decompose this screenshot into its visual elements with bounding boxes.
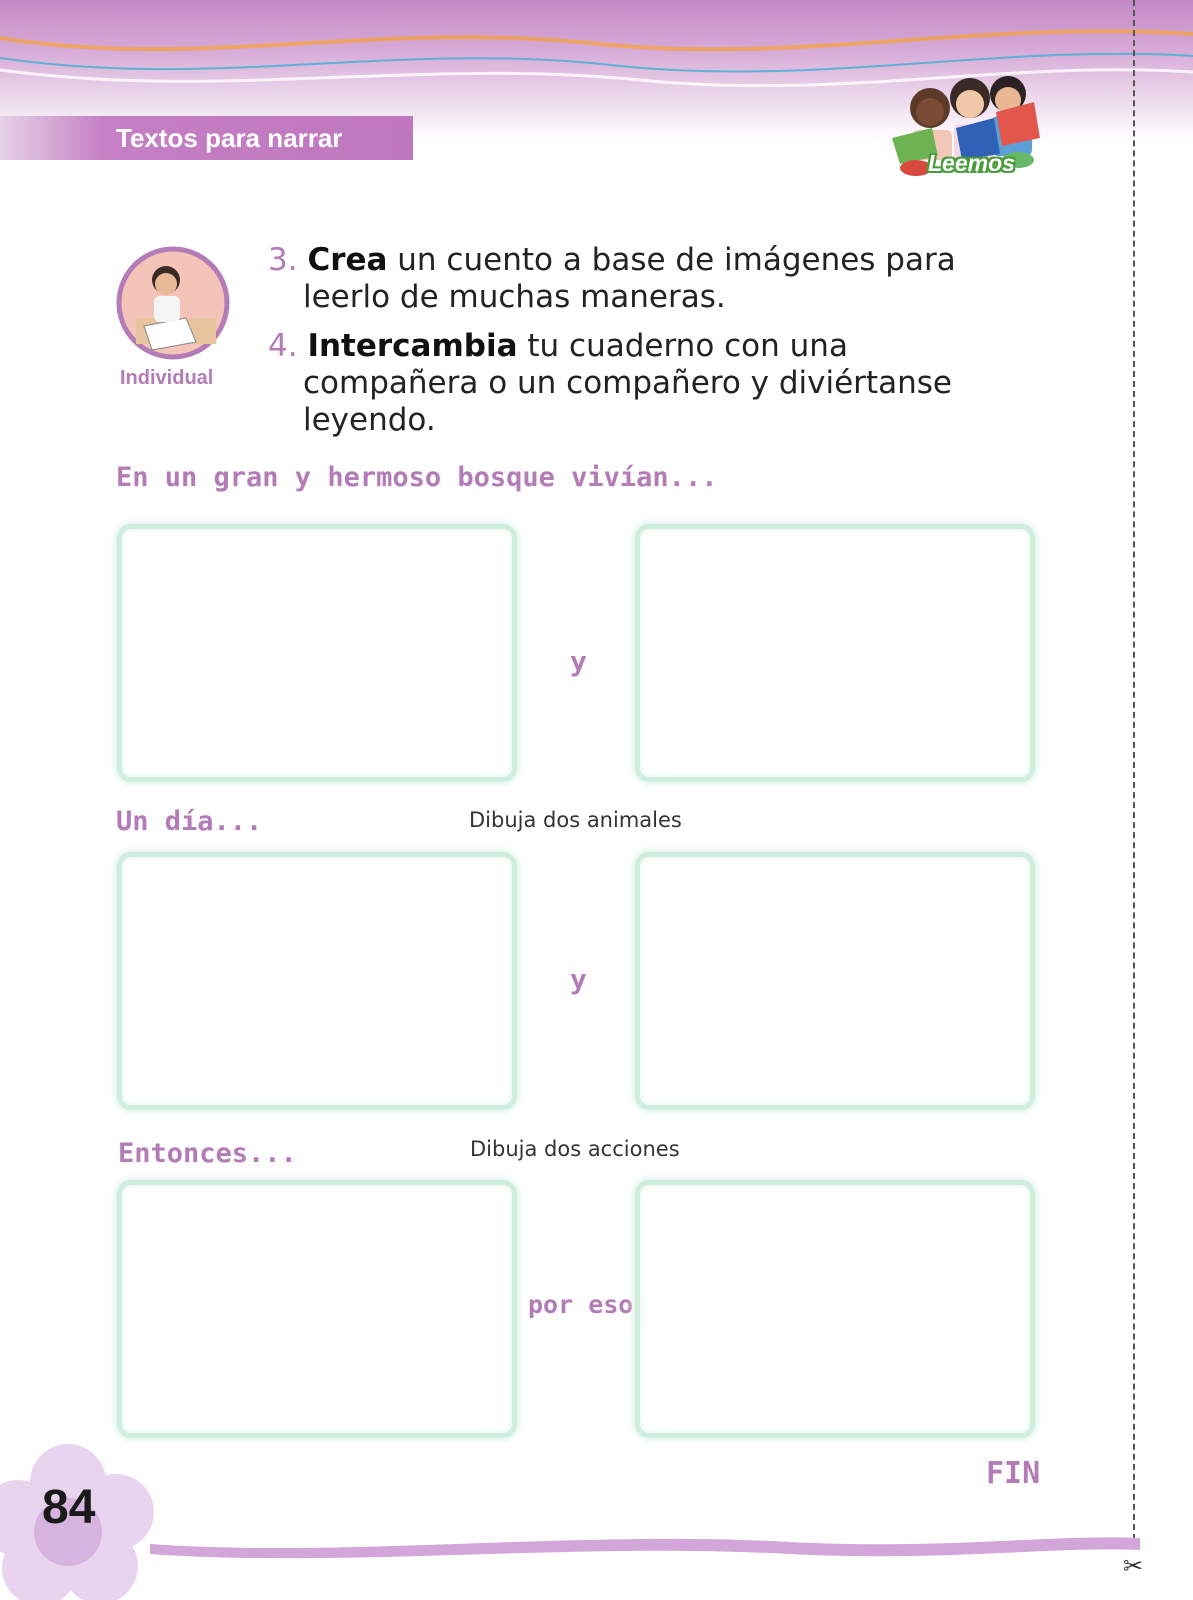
middle-hint: Dibuja dos animales bbox=[469, 808, 682, 832]
drawing-box-3[interactable] bbox=[117, 852, 517, 1110]
instruction-text: un cuento a base de imágenes para bbox=[397, 242, 956, 278]
section-title: Textos para narrar bbox=[116, 123, 343, 153]
instruction-number: 4. bbox=[268, 328, 298, 364]
instruction-continuation: compañera o un compañero y diviértanse bbox=[303, 365, 952, 401]
scissors-icon: ✂ bbox=[1123, 1552, 1144, 1580]
individual-label: Individual bbox=[120, 367, 214, 389]
girl-writing-icon bbox=[116, 246, 230, 360]
cut-line bbox=[1133, 0, 1135, 1540]
footer-wave bbox=[150, 1528, 1140, 1568]
instruction-4 bbox=[268, 328, 1008, 439]
connector-por-eso: por eso bbox=[528, 1290, 634, 1319]
instruction-continuation: leerlo de muchas maneras. bbox=[303, 279, 726, 315]
then-hint: Dibuja dos acciones bbox=[470, 1137, 680, 1161]
connector-y: y bbox=[570, 645, 587, 678]
connector-y: y bbox=[570, 963, 587, 996]
instruction-text: tu cuaderno con una bbox=[527, 328, 848, 364]
drawing-box-2[interactable] bbox=[635, 524, 1035, 782]
story-middle-label: Un día... bbox=[116, 806, 263, 837]
instruction-3 bbox=[268, 242, 1008, 316]
reading-children-icon bbox=[892, 68, 1052, 198]
section-tab bbox=[0, 116, 413, 160]
story-then-label: Entonces... bbox=[118, 1138, 297, 1169]
page-number: 84 bbox=[42, 1481, 96, 1534]
story-opening: En un gran y hermoso bosque vivían... bbox=[116, 462, 718, 493]
instruction-verb: Crea bbox=[307, 242, 388, 278]
drawing-box-5[interactable] bbox=[117, 1180, 517, 1438]
leemos-badge-label: Leemos bbox=[928, 150, 1015, 176]
drawing-box-1[interactable] bbox=[117, 524, 517, 782]
instruction-verb: Intercambia bbox=[307, 328, 518, 364]
story-ending: FIN bbox=[986, 1456, 1041, 1491]
instruction-continuation: leyendo. bbox=[303, 402, 436, 438]
drawing-box-4[interactable] bbox=[635, 852, 1035, 1110]
instruction-number: 3. bbox=[268, 242, 298, 278]
drawing-box-6[interactable] bbox=[635, 1180, 1035, 1438]
